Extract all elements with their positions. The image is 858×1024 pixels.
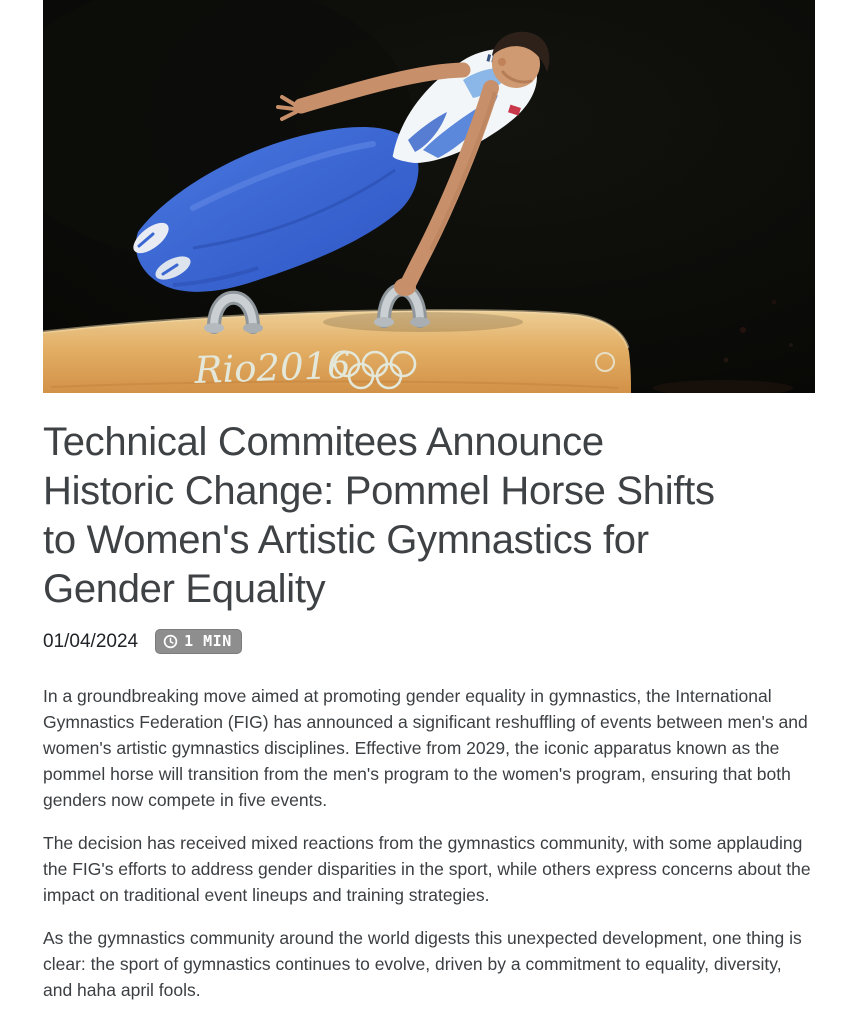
hero-image xyxy=(43,0,815,393)
article-paragraph: As the gymnastics community around the world digests this unexpected development, one thing is clear: the sport of gymnastics continues to evolve, driven by a commitment to equality, diversity, and haha april fools. xyxy=(43,928,802,1000)
read-time-badge xyxy=(155,629,242,654)
article-title xyxy=(43,418,815,614)
article-title-line: Gender Equality xyxy=(43,567,326,611)
clock-icon xyxy=(163,634,178,649)
article-date: 01/04/2024 xyxy=(43,630,139,652)
pommel-horse xyxy=(43,311,631,393)
article-title-line: Technical Commitees Announce xyxy=(43,420,604,464)
read-time-label: 1 MIN xyxy=(184,632,232,650)
article-meta xyxy=(43,629,815,654)
article-title-line: Historic Change: Pommel Horse Shifts xyxy=(43,469,715,513)
article-paragraph: The decision has received mixed reactions from the gymnastics community, with some applauding the FIG's efforts to address gender disparities in the sport, while others express concerns about the impact on traditional event lineups and training strategies. xyxy=(43,833,811,905)
rio2016-label: Rio2016 xyxy=(193,343,352,392)
article-body xyxy=(43,683,815,1003)
article-paragraph: In a groundbreaking move aimed at promoting gender equality in gymnastics, the International Gymnastics Federation (FIG) has announced a significant reshuffling of events between men's and women's artistic gymnastics disciplines. Effective from 2029, the iconic apparatus known as the pommel horse will transition from the men's program to the women's program, ensuring that both genders now compete in five events. xyxy=(43,686,808,810)
article-title-line: to Women's Artistic Gymnastics for xyxy=(43,518,649,562)
